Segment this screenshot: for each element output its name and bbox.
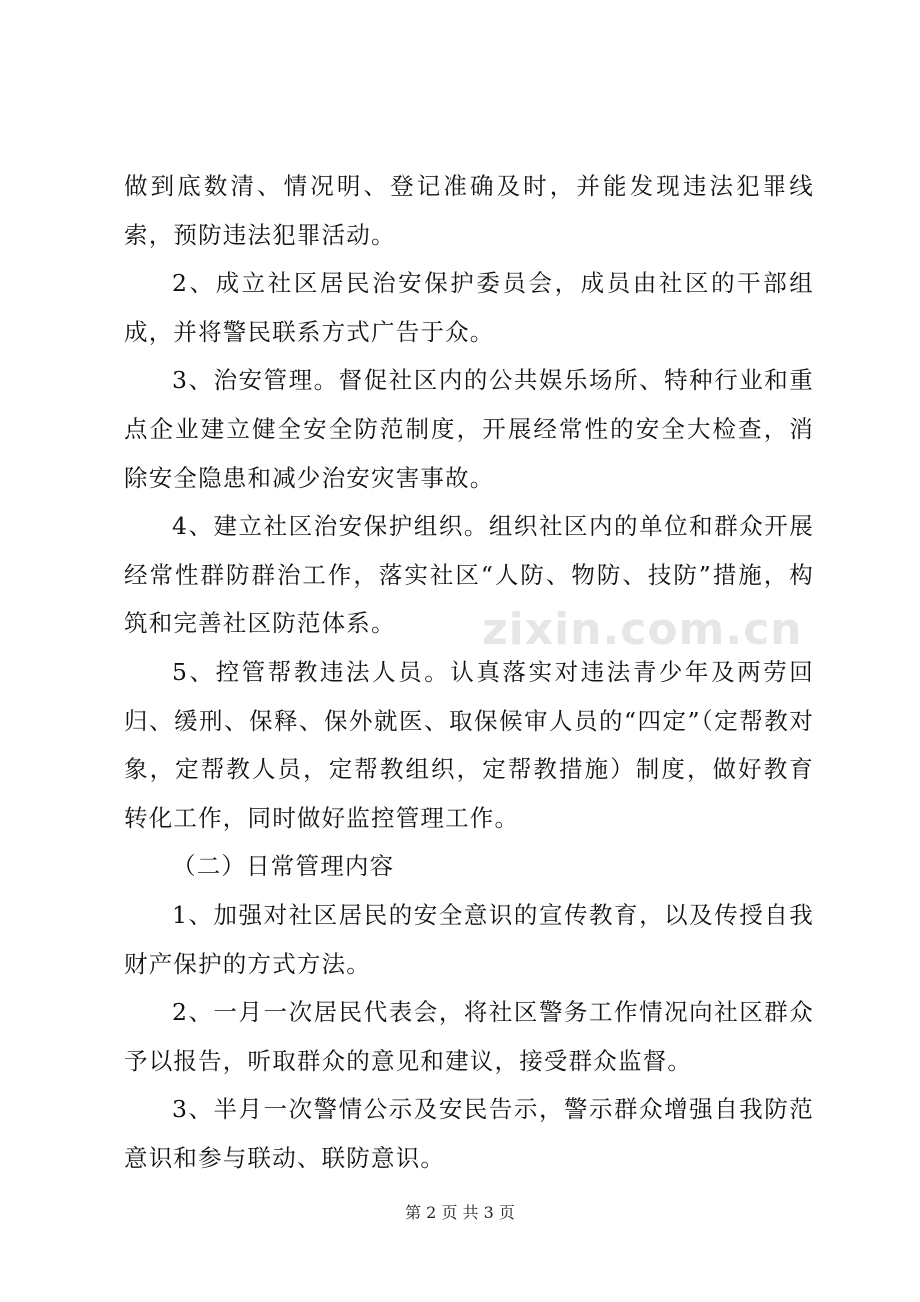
paragraph-daily-2: 2、一月一次居民代表会，将社区警务工作情况向社区群众予以报告，听取群众的意见和建议，接受群众监督。 <box>124 998 814 1075</box>
page-number-label: 第 2 页 共 3 页 <box>405 1203 515 1222</box>
section-heading: （二）日常管理内容 <box>172 852 395 881</box>
paragraph-item-2: 2、成立社区居民治安保护委员会，成员由社区的干部组成，并将警民联系方式广告于众。 <box>124 269 814 346</box>
paragraph-continuation: 做到底数清、情况明、登记准确及时，并能发现违法犯罪线索，预防违法犯罪活动。 <box>124 172 814 249</box>
document-body <box>124 162 814 1182</box>
paragraph-item-4: 4、建立社区治安保护组织。组织社区内的单位和群众开展经常性群防群治工作，落实社区“人防、物防、技防”措施，构筑和完善社区防范体系。 <box>124 512 814 638</box>
paragraph-daily-1: 1、加强对社区居民的安全意识的宣传教育，以及传授自我财产保护的方式方法。 <box>124 900 814 978</box>
watermark-text: zixin.com.cn <box>482 604 803 655</box>
paragraph-daily-3: 3、半月一次警情公示及安民告示，警示群众增强自我防范意识和参与联动、联防意识。 <box>124 1095 814 1172</box>
page-footer <box>0 1200 920 1223</box>
paragraph-item-3: 3、治安管理。督促社区内的公共娱乐场所、特种行业和重点企业建立健全安全防范制度，开展经常性的安全大检查，消除安全隐患和减少治安灾害事故。 <box>124 366 814 492</box>
paragraph-item-5: 5、控管帮教违法人员。认真落实对违法青少年及两劳回归、缓刑、保释、保外就医、取保候审人员的“四定”（定帮教对象，定帮教人员，定帮教组织，定帮教措施）制度，做好教育转化工作，同时做好监控管理工作。 <box>124 657 814 832</box>
